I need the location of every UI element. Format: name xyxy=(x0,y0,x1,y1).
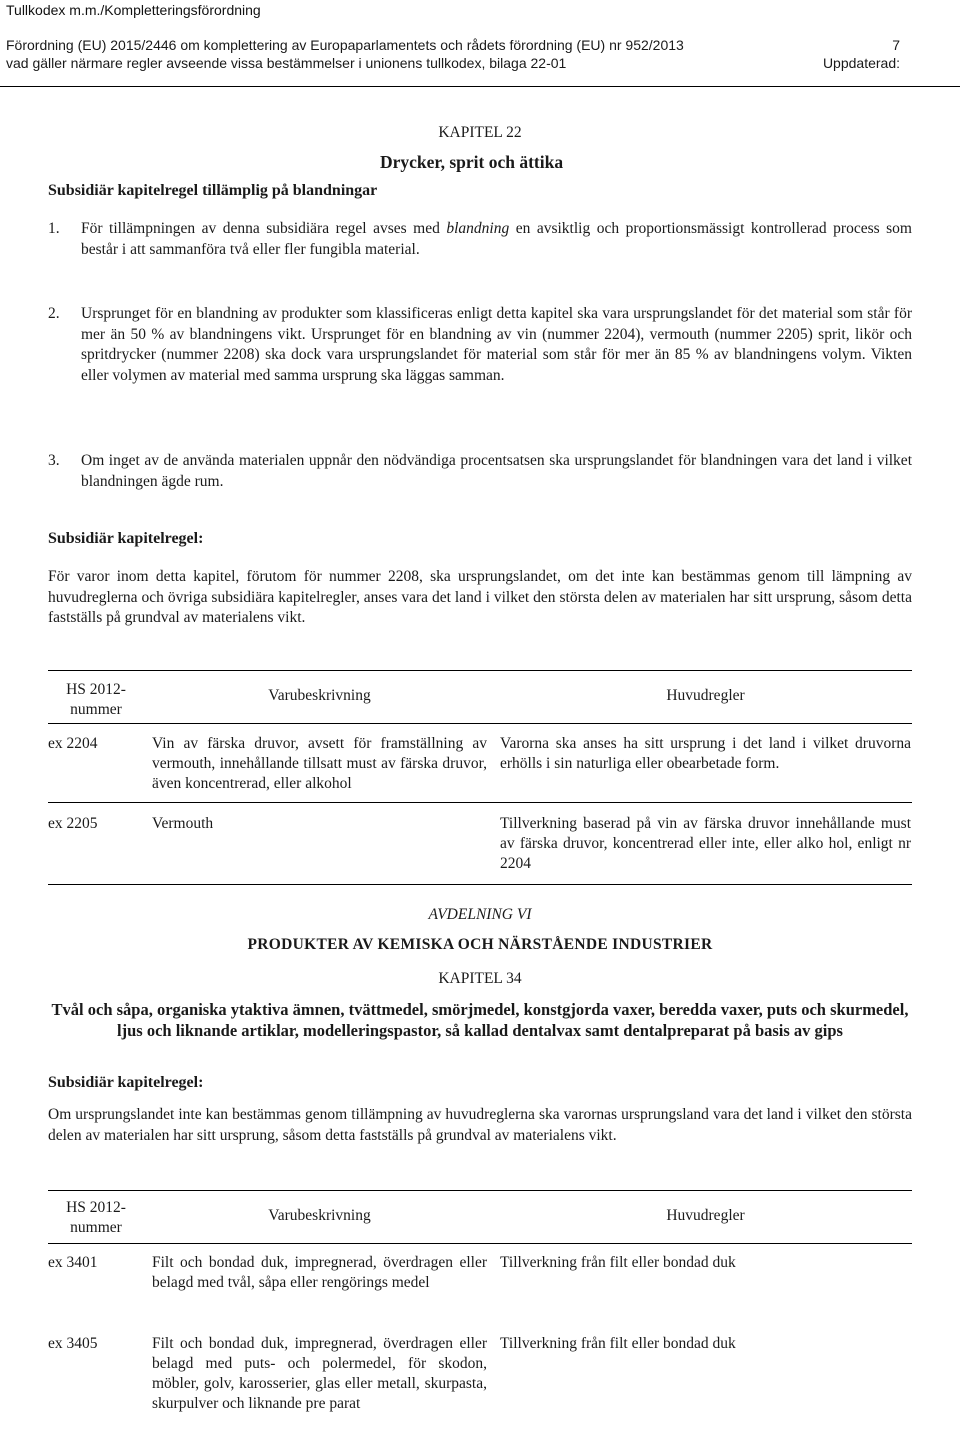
table-2-row-2-description: Filt och bondad duk, impregnerad, överdragen eller belagd med puts- och polermedel, för skodon, möbler, golv, karosserier, glas eller metall, skurpasta, skurpulver och liknande pre parat xyxy=(152,1335,487,1412)
paragraph-3: Om inget av de använda materialen uppnår den nödvändiga procentsatsen ska ursprungslandet för blandningen vara det land i vilket blandningen ägde rum. xyxy=(81,452,912,490)
table-2-header-hs: HS 2012- nummer xyxy=(66,1199,126,1236)
chapter-22-label: KAPITEL 22 xyxy=(438,124,522,141)
subsidiary-rule-heading-22: Subsidiär kapitelregel: xyxy=(48,530,204,547)
chapter-22-title: Drycker, sprit och ättika xyxy=(380,152,564,172)
paragraph-1-number: 1. xyxy=(48,220,60,237)
paragraph-2-number: 2. xyxy=(48,305,60,322)
table-2-row-1-rule: Tillverkning från filt eller bondad duk xyxy=(500,1254,736,1271)
paragraph-1-defined-term: blandning xyxy=(446,220,510,237)
table-1-header-rule xyxy=(48,723,912,724)
section-6-label: AVDELNING VI xyxy=(428,906,532,923)
document-title: Tullkodex m.m./Kompletteringsförordning xyxy=(6,2,261,18)
chapter-34-title: Tvål och såpa, organiska ytaktiva ämnen, tvättmedel, smörjmedel, konstgjorda vaxer, beredda vaxer, puts och skurmedel, ljus och liknande artiklar, modelleringspastor, så kallad dentalvax samt dentalpreparat på basis av gips xyxy=(51,1000,909,1040)
paragraph-1-text-a: För tillämpningen av denna subsidiära regel avses med xyxy=(81,220,447,237)
paragraph-3-number: 3. xyxy=(48,452,60,469)
table-2-row-2-rule: Tillverkning från filt eller bondad duk xyxy=(500,1335,736,1352)
table-2-header-rule xyxy=(48,1243,912,1244)
table-1-row-1-code: ex 2204 xyxy=(48,735,98,752)
page-number: 7 xyxy=(892,37,900,53)
header-divider xyxy=(0,86,960,87)
updated-label: Uppdaterad: xyxy=(822,55,900,71)
table-1-row-2-code: ex 2205 xyxy=(48,815,98,832)
table-1-row-2-rule: Tillverkning baserad på vin av färska druvor innehållande must av färska druvor, koncentrerad eller inte, eller alko hol, enligt nr 2204 xyxy=(500,815,911,872)
table-2-row-1-description: Filt och bondad duk, impregnerad, överdragen eller belagd med tvål, såpa eller rengörings medel xyxy=(152,1254,487,1291)
table-2-header-rules: Huvudregler xyxy=(666,1207,745,1224)
section-6-title: PRODUKTER AV KEMISKA OCH NÄRSTÅENDE INDUSTRIER xyxy=(247,936,713,953)
header-regulation-line-2: vad gäller närmare regler avseende vissa bestämmelser i unionens tullkodex, bilaga 22-01 xyxy=(6,55,567,71)
page-header xyxy=(0,0,960,87)
table-1-header-hs: HS 2012- nummer xyxy=(66,681,126,718)
table-1-header-description: Varubeskrivning xyxy=(268,687,371,704)
table-2-row-1-code: ex 3401 xyxy=(48,1254,98,1271)
subsidiary-rule-text-22: För varor inom detta kapitel, förutom för nummer 2208, ska ursprungslandet, om det inte kan bestämmas genom till lämpning av huvudreglerna och övriga subsidiära kapitelregler, anses vara det land i vilket den största delen av materialen har sitt ursprung, såsom detta fastställs på grundval av materialens vikt. xyxy=(48,568,912,626)
table-2-top-rule xyxy=(48,1190,912,1191)
subsidiary-rule-heading-34: Subsidiär kapitelregel: xyxy=(48,1074,204,1091)
chapter-34-label: KAPITEL 34 xyxy=(438,970,522,987)
table-1-header-rules: Huvudregler xyxy=(666,687,745,704)
blend-rule-heading: Subsidiär kapitelregel tillämplig på blandningar xyxy=(48,182,378,199)
table-1-row-1-rule-line xyxy=(48,802,912,803)
table-1-bottom-rule xyxy=(48,884,912,885)
paragraph-2: Ursprunget för en blandning av produkter som klassificeras enligt detta kapitel ska vara ursprungslandet för det material som står för mer än 50 % av blandningens vikt. Ursprunget för en blandning av vin (nummer 2204), vermouth (nummer 2205) sprit, likör och spritdrycker (nummer 2208) ska dock vara ursprungslandet för material som står för mer än 85 % av blandningens volym. Vikten eller volymen av material med samma ursprung ska läggas samman. xyxy=(81,305,912,384)
paragraph-1-text-b: en avsiktlig och proportionsmässigt kontrollerad process som består i att sammanföra två eller fler fungibla material. xyxy=(81,220,912,258)
table-1-row-1-rule: Varorna ska anses ha sitt ursprung i det land i vilket druvorna erhölls i sin naturliga eller obearbetade form. xyxy=(500,735,911,772)
subsidiary-rule-text-34: Om ursprungslandet inte kan bestämmas genom tillämpning av huvudreglerna ska varornas ursprungsland vara det land i vilket den största delen av materialen har sitt ursprung, såsom detta fastställs på grundval av materialens vikt. xyxy=(48,1106,912,1144)
table-2-header-description: Varubeskrivning xyxy=(268,1207,371,1224)
table-2-row-2-code: ex 3405 xyxy=(48,1335,98,1352)
table-1-top-rule xyxy=(48,670,912,671)
header-regulation-line-1: Förordning (EU) 2015/2446 om komplettering av Europaparlamentets och rådets förordning (EU) nr 952/2013 xyxy=(6,37,684,53)
table-1-row-2-description: Vermouth xyxy=(152,815,214,832)
paragraph-1 xyxy=(81,219,912,260)
table-1-row-1-description: Vin av färska druvor, avsett för framställning av vermouth, innehållande tillsatt must av färska druvor, även koncentrerad, eller alkohol xyxy=(152,735,487,792)
